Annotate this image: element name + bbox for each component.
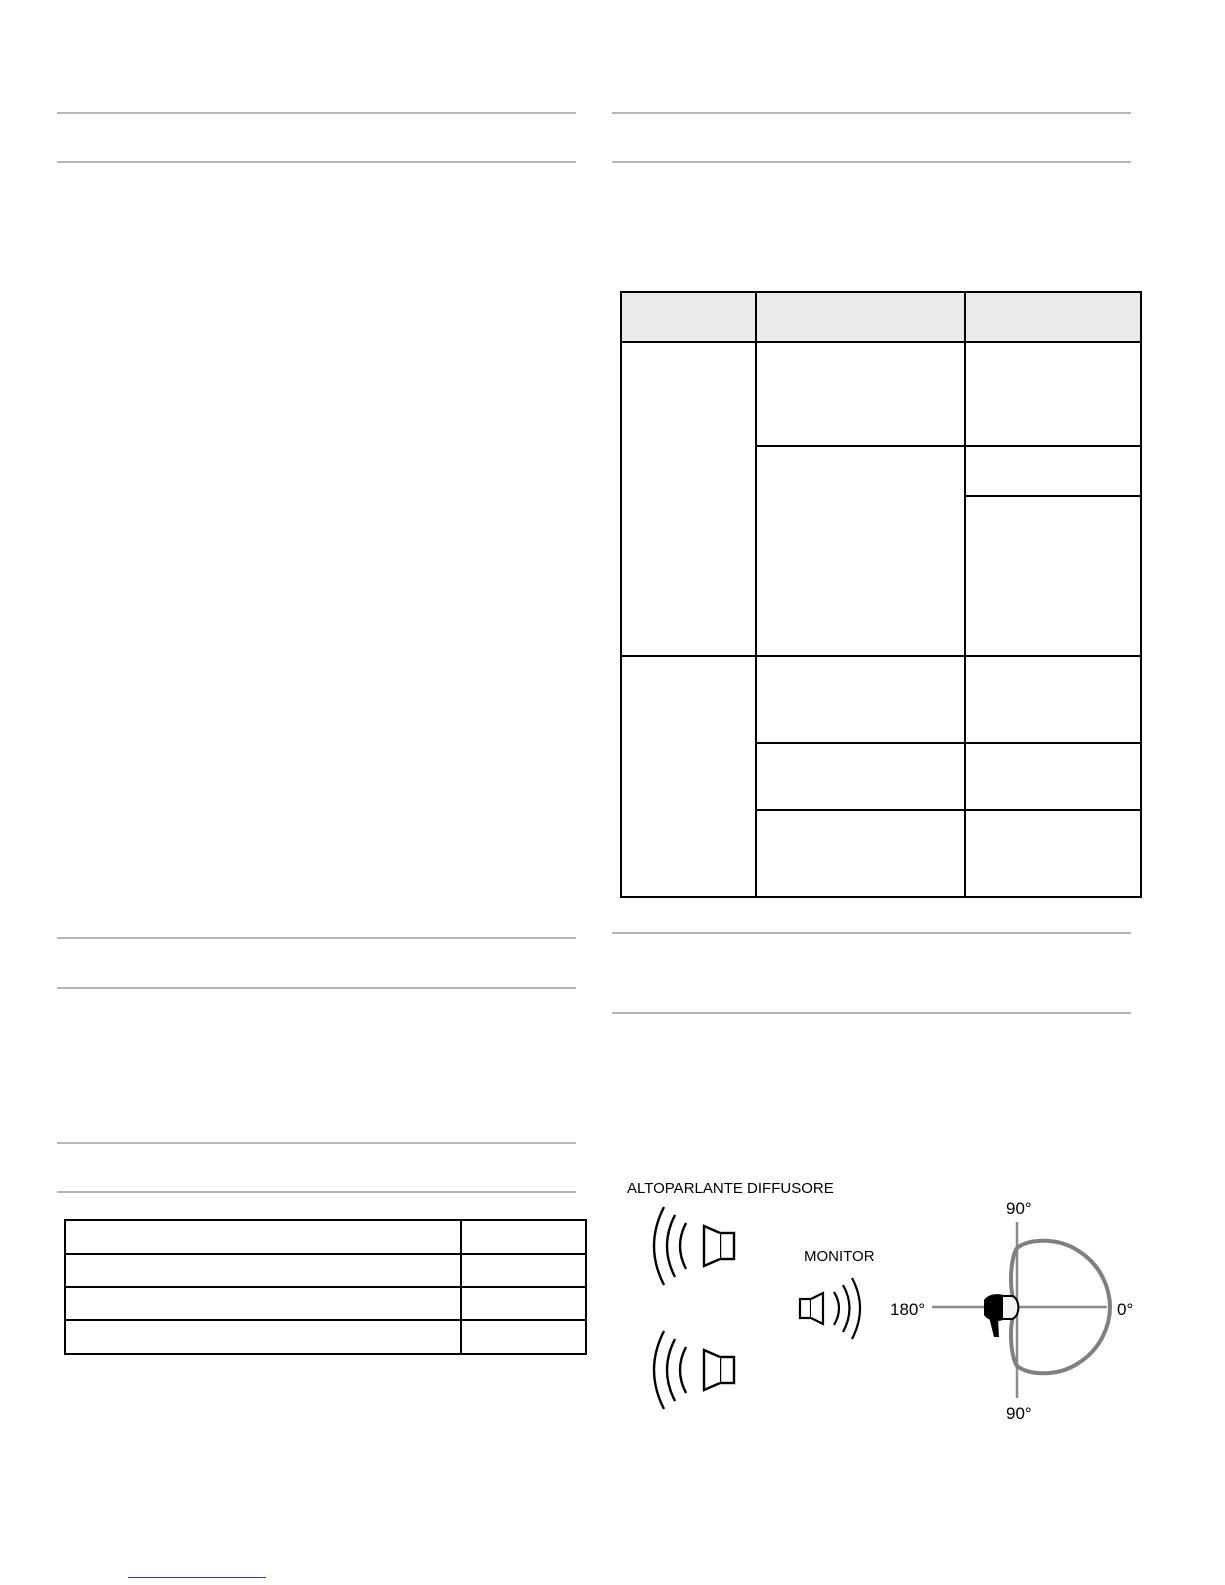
speaker-icon <box>654 1331 734 1409</box>
angle-label-left: 180° <box>890 1300 926 1319</box>
monitor-speaker-icon <box>800 1278 860 1339</box>
angle-label-bottom: 90° <box>1006 1404 1032 1423</box>
main-speakers-label: ALTOPARLANTE DIFFUSORE <box>627 1180 834 1197</box>
page-link-underline[interactable] <box>128 1577 266 1578</box>
monitor-label: MONITOR <box>804 1248 875 1265</box>
speaker-icon <box>654 1207 734 1285</box>
angle-label-right: 0° <box>1117 1300 1134 1319</box>
microphone-icon <box>984 1294 1018 1337</box>
angle-label-top: 90° <box>1006 1199 1032 1218</box>
